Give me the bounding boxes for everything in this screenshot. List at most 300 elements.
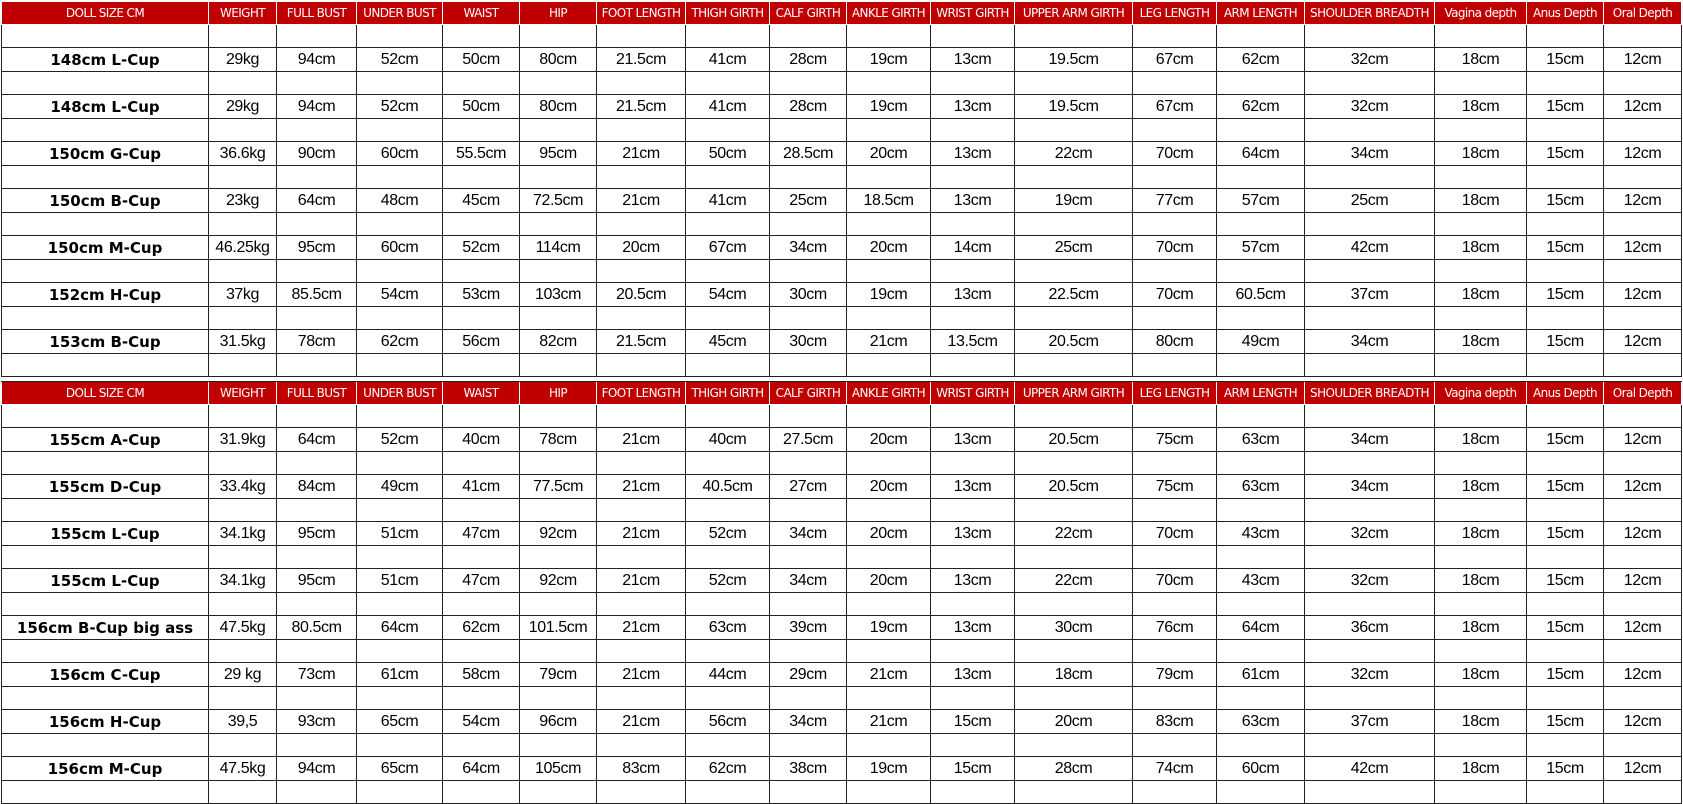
empty-cell bbox=[770, 640, 847, 663]
cell-under-bust: 61cm bbox=[357, 663, 443, 687]
empty-cell bbox=[1527, 452, 1604, 475]
empty-cell bbox=[847, 546, 931, 569]
cell-wrist-girth: 15cm bbox=[931, 710, 1015, 734]
cell-vagina-depth: 18cm bbox=[1435, 48, 1527, 72]
empty-cell bbox=[209, 354, 277, 377]
empty-cell bbox=[277, 734, 357, 757]
cell-ankle-girth: 19cm bbox=[847, 95, 931, 119]
empty-cell bbox=[209, 687, 277, 710]
empty-cell bbox=[1604, 307, 1682, 330]
empty-cell bbox=[209, 546, 277, 569]
table-row bbox=[2, 428, 1682, 452]
column-header-waist: WAIST bbox=[443, 382, 520, 405]
column-header-under-bust: UNDER BUST bbox=[357, 382, 443, 405]
empty-cell bbox=[1133, 405, 1217, 428]
empty-cell bbox=[1015, 72, 1133, 95]
cell-ankle-girth: 21cm bbox=[847, 710, 931, 734]
empty-cell bbox=[1217, 593, 1305, 616]
cell-oral-depth: 12cm bbox=[1604, 142, 1682, 166]
cell-upper-arm-girth: 18cm bbox=[1015, 663, 1133, 687]
cell-weight: 29kg bbox=[209, 95, 277, 119]
empty-cell bbox=[357, 687, 443, 710]
empty-cell bbox=[770, 499, 847, 522]
empty-cell bbox=[686, 119, 770, 142]
empty-cell bbox=[357, 734, 443, 757]
cell-wrist-girth: 13cm bbox=[931, 616, 1015, 640]
column-header-hip: HIP bbox=[520, 382, 597, 405]
empty-cell bbox=[1435, 499, 1527, 522]
cell-foot-length: 21.5cm bbox=[597, 330, 686, 354]
cell-waist: 41cm bbox=[443, 475, 520, 499]
empty-cell bbox=[597, 593, 686, 616]
doll-size-cell: 156cm B-Cup big ass bbox=[2, 616, 209, 640]
empty-cell bbox=[1435, 452, 1527, 475]
empty-cell bbox=[1305, 734, 1435, 757]
cell-shoulder-breadth: 32cm bbox=[1305, 48, 1435, 72]
empty-cell bbox=[1527, 781, 1604, 804]
cell-waist: 62cm bbox=[443, 616, 520, 640]
cell-full-bust: 85.5cm bbox=[277, 283, 357, 307]
cell-hip: 77.5cm bbox=[520, 475, 597, 499]
empty-cell bbox=[357, 546, 443, 569]
empty-cell bbox=[686, 781, 770, 804]
cell-arm-length: 63cm bbox=[1217, 428, 1305, 452]
cell-hip: 96cm bbox=[520, 710, 597, 734]
column-header-ankle-girth: ANKLE GIRTH bbox=[847, 382, 931, 405]
cell-full-bust: 78cm bbox=[277, 330, 357, 354]
empty-cell bbox=[357, 166, 443, 189]
cell-vagina-depth: 18cm bbox=[1435, 710, 1527, 734]
blank-row bbox=[2, 687, 1682, 710]
cell-anus-depth: 15cm bbox=[1527, 95, 1604, 119]
cell-hip: 103cm bbox=[520, 283, 597, 307]
cell-vagina-depth: 18cm bbox=[1435, 428, 1527, 452]
empty-cell bbox=[597, 25, 686, 48]
column-header-shoulder-breadth: SHOULDER BREADTH bbox=[1305, 382, 1435, 405]
size-chart-body bbox=[2, 2, 1682, 804]
empty-cell bbox=[1305, 307, 1435, 330]
cell-under-bust: 51cm bbox=[357, 522, 443, 546]
blank-row bbox=[2, 405, 1682, 428]
cell-wrist-girth: 13cm bbox=[931, 663, 1015, 687]
cell-hip: 92cm bbox=[520, 569, 597, 593]
cell-leg-length: 77cm bbox=[1133, 189, 1217, 213]
column-header-oral-depth: Oral Depth bbox=[1604, 382, 1682, 405]
empty-cell bbox=[770, 546, 847, 569]
empty-cell bbox=[931, 640, 1015, 663]
cell-anus-depth: 15cm bbox=[1527, 236, 1604, 260]
empty-cell bbox=[357, 72, 443, 95]
empty-cell bbox=[1015, 452, 1133, 475]
empty-cell bbox=[209, 405, 277, 428]
empty-cell bbox=[770, 72, 847, 95]
cell-waist: 53cm bbox=[443, 283, 520, 307]
table-row bbox=[2, 189, 1682, 213]
cell-anus-depth: 15cm bbox=[1527, 330, 1604, 354]
cell-under-bust: 65cm bbox=[357, 710, 443, 734]
empty-cell bbox=[1133, 72, 1217, 95]
cell-shoulder-breadth: 25cm bbox=[1305, 189, 1435, 213]
column-header-wrist-girth: WRIST GIRTH bbox=[931, 382, 1015, 405]
cell-waist: 55.5cm bbox=[443, 142, 520, 166]
cell-leg-length: 70cm bbox=[1133, 569, 1217, 593]
cell-leg-length: 80cm bbox=[1133, 330, 1217, 354]
empty-cell bbox=[2, 452, 209, 475]
column-header-shoulder-breadth: SHOULDER BREADTH bbox=[1305, 2, 1435, 25]
cell-arm-length: 57cm bbox=[1217, 236, 1305, 260]
cell-ankle-girth: 19cm bbox=[847, 757, 931, 781]
cell-wrist-girth: 13.5cm bbox=[931, 330, 1015, 354]
cell-oral-depth: 12cm bbox=[1604, 710, 1682, 734]
column-header-foot-length: FOOT LENGTH bbox=[597, 2, 686, 25]
empty-cell bbox=[443, 452, 520, 475]
cell-calf-girth: 39cm bbox=[770, 616, 847, 640]
empty-cell bbox=[443, 260, 520, 283]
cell-calf-girth: 28cm bbox=[770, 95, 847, 119]
empty-cell bbox=[520, 593, 597, 616]
cell-ankle-girth: 20cm bbox=[847, 569, 931, 593]
cell-shoulder-breadth: 32cm bbox=[1305, 569, 1435, 593]
empty-cell bbox=[1217, 260, 1305, 283]
empty-cell bbox=[357, 25, 443, 48]
cell-hip: 72.5cm bbox=[520, 189, 597, 213]
empty-cell bbox=[1015, 593, 1133, 616]
empty-cell bbox=[686, 307, 770, 330]
cell-upper-arm-girth: 30cm bbox=[1015, 616, 1133, 640]
empty-cell bbox=[931, 499, 1015, 522]
blank-row bbox=[2, 640, 1682, 663]
column-header-calf-girth: CALF GIRTH bbox=[770, 382, 847, 405]
cell-leg-length: 70cm bbox=[1133, 522, 1217, 546]
cell-shoulder-breadth: 34cm bbox=[1305, 330, 1435, 354]
cell-anus-depth: 15cm bbox=[1527, 710, 1604, 734]
empty-cell bbox=[1133, 213, 1217, 236]
empty-cell bbox=[847, 25, 931, 48]
empty-cell bbox=[597, 354, 686, 377]
cell-foot-length: 21.5cm bbox=[597, 95, 686, 119]
empty-cell bbox=[520, 781, 597, 804]
empty-cell bbox=[1527, 72, 1604, 95]
cell-foot-length: 21.5cm bbox=[597, 48, 686, 72]
empty-cell bbox=[520, 499, 597, 522]
empty-cell bbox=[1604, 546, 1682, 569]
cell-upper-arm-girth: 19.5cm bbox=[1015, 95, 1133, 119]
column-header-upper-arm-girth: UPPER ARM GIRTH bbox=[1015, 2, 1133, 25]
empty-cell bbox=[1133, 546, 1217, 569]
cell-upper-arm-girth: 22cm bbox=[1015, 142, 1133, 166]
cell-vagina-depth: 18cm bbox=[1435, 142, 1527, 166]
cell-leg-length: 70cm bbox=[1133, 283, 1217, 307]
cell-upper-arm-girth: 20.5cm bbox=[1015, 475, 1133, 499]
empty-cell bbox=[277, 25, 357, 48]
empty-cell bbox=[209, 213, 277, 236]
cell-vagina-depth: 18cm bbox=[1435, 189, 1527, 213]
empty-cell bbox=[520, 307, 597, 330]
table-row bbox=[2, 757, 1682, 781]
cell-anus-depth: 15cm bbox=[1527, 142, 1604, 166]
empty-cell bbox=[1435, 734, 1527, 757]
empty-cell bbox=[770, 119, 847, 142]
empty-cell bbox=[1133, 166, 1217, 189]
table-row bbox=[2, 48, 1682, 72]
empty-cell bbox=[2, 734, 209, 757]
empty-cell bbox=[277, 119, 357, 142]
empty-cell bbox=[209, 25, 277, 48]
empty-cell bbox=[209, 72, 277, 95]
cell-under-bust: 52cm bbox=[357, 428, 443, 452]
cell-anus-depth: 15cm bbox=[1527, 283, 1604, 307]
cell-foot-length: 21cm bbox=[597, 616, 686, 640]
cell-weight: 46.25kg bbox=[209, 236, 277, 260]
table-row bbox=[2, 663, 1682, 687]
cell-full-bust: 95cm bbox=[277, 569, 357, 593]
empty-cell bbox=[1435, 640, 1527, 663]
blank-row bbox=[2, 734, 1682, 757]
empty-cell bbox=[443, 307, 520, 330]
empty-cell bbox=[357, 405, 443, 428]
empty-cell bbox=[1604, 687, 1682, 710]
empty-cell bbox=[1217, 687, 1305, 710]
empty-cell bbox=[1527, 213, 1604, 236]
empty-cell bbox=[770, 734, 847, 757]
empty-cell bbox=[597, 166, 686, 189]
cell-vagina-depth: 18cm bbox=[1435, 95, 1527, 119]
cell-hip: 82cm bbox=[520, 330, 597, 354]
cell-wrist-girth: 13cm bbox=[931, 95, 1015, 119]
empty-cell bbox=[209, 260, 277, 283]
empty-cell bbox=[597, 213, 686, 236]
cell-thigh-girth: 45cm bbox=[686, 330, 770, 354]
cell-weight: 34.1kg bbox=[209, 569, 277, 593]
empty-cell bbox=[357, 781, 443, 804]
cell-anus-depth: 15cm bbox=[1527, 663, 1604, 687]
empty-cell bbox=[770, 452, 847, 475]
cell-oral-depth: 12cm bbox=[1604, 663, 1682, 687]
cell-foot-length: 20cm bbox=[597, 236, 686, 260]
cell-shoulder-breadth: 37cm bbox=[1305, 710, 1435, 734]
empty-cell bbox=[1305, 452, 1435, 475]
empty-cell bbox=[2, 166, 209, 189]
doll-size-cell: 156cm C-Cup bbox=[2, 663, 209, 687]
cell-waist: 56cm bbox=[443, 330, 520, 354]
cell-full-bust: 73cm bbox=[277, 663, 357, 687]
empty-cell bbox=[597, 781, 686, 804]
cell-thigh-girth: 52cm bbox=[686, 522, 770, 546]
empty-cell bbox=[597, 119, 686, 142]
empty-cell bbox=[1435, 260, 1527, 283]
empty-cell bbox=[847, 499, 931, 522]
empty-cell bbox=[1015, 166, 1133, 189]
cell-calf-girth: 34cm bbox=[770, 569, 847, 593]
doll-size-cell: 155cm L-Cup bbox=[2, 569, 209, 593]
cell-waist: 58cm bbox=[443, 663, 520, 687]
empty-cell bbox=[686, 546, 770, 569]
column-header-leg-length: LEG LENGTH bbox=[1133, 382, 1217, 405]
empty-cell bbox=[2, 640, 209, 663]
column-header-leg-length: LEG LENGTH bbox=[1133, 2, 1217, 25]
column-header-thigh-girth: THIGH GIRTH bbox=[686, 2, 770, 25]
empty-cell bbox=[209, 781, 277, 804]
cell-foot-length: 21cm bbox=[597, 569, 686, 593]
empty-cell bbox=[357, 593, 443, 616]
cell-upper-arm-girth: 20cm bbox=[1015, 710, 1133, 734]
empty-cell bbox=[2, 781, 209, 804]
empty-cell bbox=[597, 687, 686, 710]
cell-arm-length: 43cm bbox=[1217, 522, 1305, 546]
empty-cell bbox=[847, 260, 931, 283]
empty-cell bbox=[1217, 452, 1305, 475]
cell-full-bust: 94cm bbox=[277, 95, 357, 119]
cell-wrist-girth: 14cm bbox=[931, 236, 1015, 260]
cell-arm-length: 49cm bbox=[1217, 330, 1305, 354]
empty-cell bbox=[443, 640, 520, 663]
empty-cell bbox=[597, 260, 686, 283]
empty-cell bbox=[1305, 546, 1435, 569]
blank-row bbox=[2, 25, 1682, 48]
empty-cell bbox=[1305, 72, 1435, 95]
empty-cell bbox=[1217, 781, 1305, 804]
cell-full-bust: 95cm bbox=[277, 236, 357, 260]
empty-cell bbox=[1305, 213, 1435, 236]
empty-cell bbox=[2, 405, 209, 428]
cell-upper-arm-girth: 22.5cm bbox=[1015, 283, 1133, 307]
cell-full-bust: 95cm bbox=[277, 522, 357, 546]
empty-cell bbox=[1015, 687, 1133, 710]
empty-cell bbox=[357, 307, 443, 330]
table-row bbox=[2, 710, 1682, 734]
cell-ankle-girth: 19cm bbox=[847, 48, 931, 72]
size-chart-table bbox=[1, 1, 1682, 804]
blank-row bbox=[2, 546, 1682, 569]
cell-anus-depth: 15cm bbox=[1527, 522, 1604, 546]
table-row bbox=[2, 569, 1682, 593]
cell-under-bust: 60cm bbox=[357, 142, 443, 166]
empty-cell bbox=[209, 499, 277, 522]
empty-cell bbox=[520, 640, 597, 663]
empty-cell bbox=[1217, 119, 1305, 142]
empty-cell bbox=[2, 119, 209, 142]
cell-foot-length: 21cm bbox=[597, 189, 686, 213]
cell-upper-arm-girth: 19cm bbox=[1015, 189, 1133, 213]
cell-leg-length: 70cm bbox=[1133, 236, 1217, 260]
empty-cell bbox=[931, 593, 1015, 616]
doll-size-cell: 155cm A-Cup bbox=[2, 428, 209, 452]
header-row bbox=[2, 382, 1682, 405]
cell-shoulder-breadth: 36cm bbox=[1305, 616, 1435, 640]
cell-leg-length: 75cm bbox=[1133, 428, 1217, 452]
cell-shoulder-breadth: 34cm bbox=[1305, 428, 1435, 452]
cell-under-bust: 64cm bbox=[357, 616, 443, 640]
empty-cell bbox=[1305, 166, 1435, 189]
empty-cell bbox=[847, 734, 931, 757]
empty-cell bbox=[1133, 781, 1217, 804]
empty-cell bbox=[1435, 307, 1527, 330]
empty-cell bbox=[686, 734, 770, 757]
empty-cell bbox=[1133, 687, 1217, 710]
empty-cell bbox=[686, 354, 770, 377]
doll-size-cell: 155cm L-Cup bbox=[2, 522, 209, 546]
empty-cell bbox=[209, 119, 277, 142]
cell-oral-depth: 12cm bbox=[1604, 236, 1682, 260]
cell-thigh-girth: 40cm bbox=[686, 428, 770, 452]
cell-hip: 95cm bbox=[520, 142, 597, 166]
cell-waist: 47cm bbox=[443, 522, 520, 546]
empty-cell bbox=[1305, 640, 1435, 663]
empty-cell bbox=[770, 213, 847, 236]
doll-size-cell: 153cm B-Cup bbox=[2, 330, 209, 354]
empty-cell bbox=[357, 640, 443, 663]
cell-thigh-girth: 41cm bbox=[686, 189, 770, 213]
cell-wrist-girth: 13cm bbox=[931, 189, 1015, 213]
empty-cell bbox=[357, 119, 443, 142]
empty-cell bbox=[1133, 499, 1217, 522]
empty-cell bbox=[770, 354, 847, 377]
cell-upper-arm-girth: 22cm bbox=[1015, 569, 1133, 593]
empty-cell bbox=[1435, 213, 1527, 236]
doll-size-cell: 150cm B-Cup bbox=[2, 189, 209, 213]
table-row bbox=[2, 236, 1682, 260]
cell-oral-depth: 12cm bbox=[1604, 48, 1682, 72]
empty-cell bbox=[1604, 640, 1682, 663]
empty-cell bbox=[1015, 307, 1133, 330]
empty-cell bbox=[1527, 734, 1604, 757]
cell-shoulder-breadth: 34cm bbox=[1305, 475, 1435, 499]
cell-calf-girth: 34cm bbox=[770, 710, 847, 734]
empty-cell bbox=[1527, 405, 1604, 428]
cell-leg-length: 67cm bbox=[1133, 95, 1217, 119]
empty-cell bbox=[443, 781, 520, 804]
cell-weight: 34.1kg bbox=[209, 522, 277, 546]
cell-vagina-depth: 18cm bbox=[1435, 236, 1527, 260]
empty-cell bbox=[1604, 405, 1682, 428]
empty-cell bbox=[1527, 166, 1604, 189]
empty-cell bbox=[520, 119, 597, 142]
empty-cell bbox=[1015, 499, 1133, 522]
cell-shoulder-breadth: 32cm bbox=[1305, 522, 1435, 546]
cell-wrist-girth: 13cm bbox=[931, 475, 1015, 499]
empty-cell bbox=[1604, 72, 1682, 95]
empty-cell bbox=[209, 593, 277, 616]
empty-cell bbox=[847, 593, 931, 616]
cell-weight: 33.4kg bbox=[209, 475, 277, 499]
empty-cell bbox=[847, 640, 931, 663]
cell-under-bust: 52cm bbox=[357, 95, 443, 119]
cell-under-bust: 60cm bbox=[357, 236, 443, 260]
empty-cell bbox=[277, 452, 357, 475]
empty-cell bbox=[770, 166, 847, 189]
cell-wrist-girth: 15cm bbox=[931, 757, 1015, 781]
empty-cell bbox=[1604, 119, 1682, 142]
cell-weight: 36.6kg bbox=[209, 142, 277, 166]
cell-calf-girth: 28cm bbox=[770, 48, 847, 72]
empty-cell bbox=[1015, 734, 1133, 757]
empty-cell bbox=[931, 405, 1015, 428]
cell-leg-length: 83cm bbox=[1133, 710, 1217, 734]
cell-thigh-girth: 44cm bbox=[686, 663, 770, 687]
empty-cell bbox=[931, 166, 1015, 189]
empty-cell bbox=[357, 260, 443, 283]
cell-ankle-girth: 19cm bbox=[847, 616, 931, 640]
cell-thigh-girth: 63cm bbox=[686, 616, 770, 640]
cell-thigh-girth: 41cm bbox=[686, 95, 770, 119]
cell-arm-length: 61cm bbox=[1217, 663, 1305, 687]
empty-cell bbox=[1305, 593, 1435, 616]
empty-cell bbox=[847, 307, 931, 330]
column-header-anus-depth: Anus Depth bbox=[1527, 382, 1604, 405]
empty-cell bbox=[1217, 354, 1305, 377]
empty-cell bbox=[1217, 166, 1305, 189]
empty-cell bbox=[209, 452, 277, 475]
